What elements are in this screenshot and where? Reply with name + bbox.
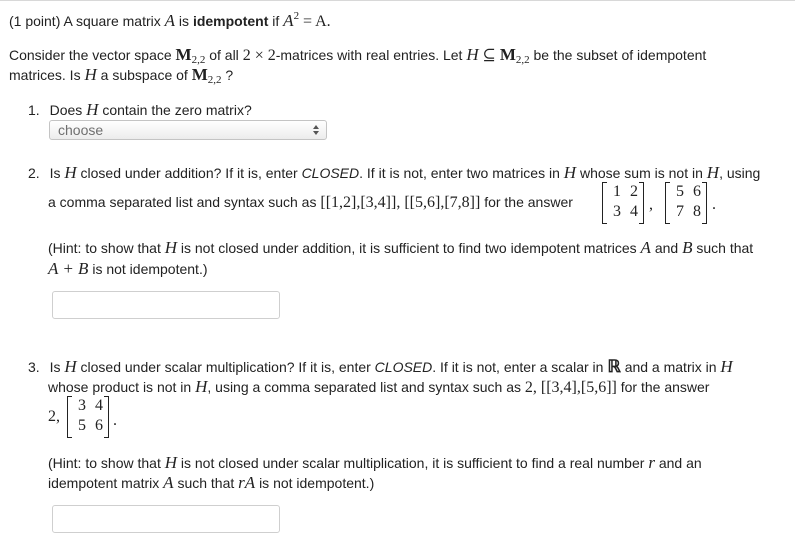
idempotent-equation: = A.	[302, 13, 331, 30]
syntax-example: [[1,2],[3,4]], [[5,6],[7,8]]	[320, 194, 481, 211]
question-3-line-1: 3. Is H closed under scalar multiplication? If it is, enter CLOSED. If it is not, enter a scalar in ℝ and a matrix in H	[28, 357, 733, 376]
zero-matrix-select[interactable]	[49, 120, 327, 140]
select-value: choose	[58, 122, 104, 138]
example-matrix-2: 5 6 7 8	[665, 182, 707, 222]
example-scalar: 2,	[48, 408, 60, 425]
closed-keyword: CLOSED	[374, 359, 433, 375]
example-matrix-3: 3 4 5 6	[67, 396, 109, 436]
question-2-line-1: 2. Is H closed under addition? If it is, enter CLOSED. If it is not, enter two matrices in H whose sum is not in H, using	[28, 163, 761, 182]
points-label: (1 point)	[9, 13, 61, 29]
context-line-1: Consider the vector space $M_{2,2}$ of all 2 × 2-matrices with real entries. Let H ⊆ $M_{2,2}$ be the subset of idempotent	[9, 45, 707, 66]
up-down-arrows-icon	[312, 124, 320, 136]
question-3-hint-line-2: idempotent matrix A such that rA is not idempotent.)	[48, 473, 375, 492]
problem-statement: (1 point) A square matrix A is idempotent if $A^2 = A$.	[9, 10, 331, 30]
scalar-answer-input[interactable]	[52, 505, 280, 533]
example-matrix-1: 1 2 3 4	[602, 182, 644, 222]
addition-answer-input[interactable]	[52, 291, 280, 319]
question-number: 2.	[28, 165, 40, 181]
question-3-line-2: whose product is not in H, using a comma separated list and syntax such as 2, [[3,4],[5,6]] for the answer	[48, 377, 710, 396]
question-number: 3.	[28, 359, 40, 375]
context-line-2: matrices. Is H a subspace of $M_{2,2}$ ?	[9, 65, 234, 86]
question-1: 1. Does H contain the zero matrix?	[28, 100, 252, 119]
question-2-hint-line-2: A + B is not idempotent.)	[48, 259, 208, 278]
question-number: 1.	[28, 102, 40, 118]
idempotent-term: idempotent	[192, 13, 269, 29]
question-2-line-2: a comma separated list and syntax such as [[1,2],[3,4]], [[5,6],[7,8]] for the answer	[48, 194, 573, 211]
question-2-hint-line-1: (Hint: to show that H is not closed under addition, it is sufficient to find two idempotent matrices A and B such that	[48, 238, 754, 257]
syntax-example: 2, [[3,4],[5,6]]	[524, 379, 617, 396]
closed-keyword: CLOSED	[301, 165, 360, 181]
question-3-hint-line-1: (Hint: to show that H is not closed under scalar multiplication, it is sufficient to find a real number r and an	[48, 453, 702, 472]
top-divider	[0, 0, 795, 5]
